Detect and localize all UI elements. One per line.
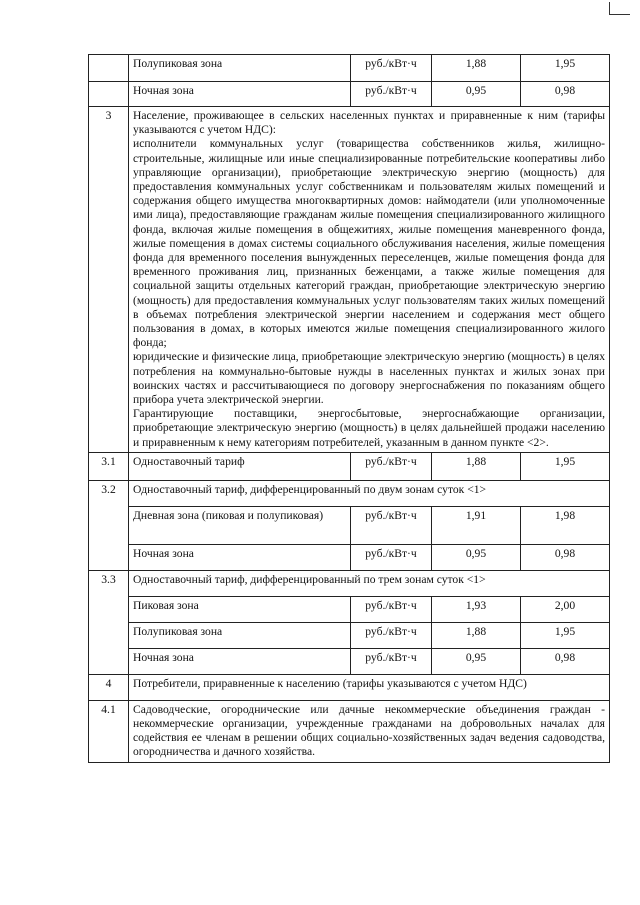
section-number: 4.1 xyxy=(89,700,129,762)
page-corner-mark xyxy=(609,2,630,15)
tariff-value-2: 1,98 xyxy=(521,506,610,544)
description-paragraph: юридические и физические лица, приобретающие электрическую энергию (мощность) в целях потребления на коммунально-бытовые нужды в населенных пунктах и жилых зонах при воинских частях и рассчитывающиеся по договору энергоснабжения по показаниям общего прибора учета электрической энергии. xyxy=(133,350,605,407)
unit-cell: руб./кВт·ч xyxy=(351,544,432,570)
row-number-cell xyxy=(89,55,129,82)
section-number: 3 xyxy=(89,107,129,453)
tariff-value-1: 1,88 xyxy=(432,452,521,480)
table-row xyxy=(89,452,610,480)
section-title: Одноставочный тариф, дифференцированный по трем зонам суток <1> xyxy=(129,570,610,596)
table-row xyxy=(89,544,610,570)
tariff-value-2: 0,98 xyxy=(521,544,610,570)
table-row xyxy=(89,622,610,648)
tariff-value-2: 1,95 xyxy=(521,622,610,648)
unit-cell: руб./кВт·ч xyxy=(351,506,432,544)
unit-cell: руб./кВт·ч xyxy=(351,648,432,674)
unit-cell: руб./кВт·ч xyxy=(351,452,432,480)
table-row xyxy=(89,700,610,762)
unit-cell: руб./кВт·ч xyxy=(351,622,432,648)
tariff-label: Одноставочный тариф xyxy=(129,452,351,480)
zone-label: Дневная зона (пиковая и полупиковая) xyxy=(129,506,351,544)
row-number-cell xyxy=(89,82,129,107)
table-row xyxy=(89,674,610,700)
unit-cell: руб./кВт·ч xyxy=(351,596,432,622)
zone-label: Полупиковая зона xyxy=(129,55,351,82)
tariff-value-1: 1,91 xyxy=(432,506,521,544)
tariff-value-1: 1,88 xyxy=(432,622,521,648)
table-row xyxy=(89,596,610,622)
section-title: Одноставочный тариф, дифференцированный по двум зонам суток <1> xyxy=(129,480,610,506)
section-number: 3.2 xyxy=(89,480,129,570)
tariff-value-1: 1,88 xyxy=(432,55,521,82)
section-number: 4 xyxy=(89,674,129,700)
tariff-value-1: 1,93 xyxy=(432,596,521,622)
tariff-value-1: 0,95 xyxy=(432,544,521,570)
description-paragraph: Гарантирующие поставщики, энергосбытовые, энергоснабжающие организации, приобретающие электрическую энергию (мощность) в целях дальнейшей продажи населению и приравненным к нему категориям потребителей, указанным в данном пункте <2>. xyxy=(133,407,605,449)
zone-label: Полупиковая зона xyxy=(129,622,351,648)
description-paragraph: Население, проживающее в сельских населенных пунктах и приравненные к ним (тарифы указываются с учетом НДС): xyxy=(133,109,605,137)
unit-cell: руб./кВт·ч xyxy=(351,55,432,82)
tariff-value-1: 0,95 xyxy=(432,648,521,674)
tariff-value-2: 2,00 xyxy=(521,596,610,622)
table-row xyxy=(89,648,610,674)
section-description xyxy=(129,107,610,453)
tariff-value-1: 0,95 xyxy=(432,82,521,107)
zone-label: Пиковая зона xyxy=(129,596,351,622)
table-row xyxy=(89,82,610,107)
zone-label: Ночная зона xyxy=(129,544,351,570)
section-number: 3.1 xyxy=(89,452,129,480)
section-description: Садоводческие, огороднические или дачные некоммерческие объединения граждан - некоммерческие организации, учрежденные гражданами на добровольных началах для содействия ее членам в решении общих социально-хозяйственных задач ведения садоводства, огородничества и дачного хозяйства. xyxy=(129,700,610,762)
table-row xyxy=(89,480,610,506)
table-row xyxy=(89,570,610,596)
tariff-value-2: 1,95 xyxy=(521,452,610,480)
tariff-value-2: 0,98 xyxy=(521,648,610,674)
table-row xyxy=(89,107,610,453)
section-title: Потребители, приравненные к населению (тарифы указываются с учетом НДС) xyxy=(129,674,610,700)
tariff-value-2: 1,95 xyxy=(521,55,610,82)
zone-label: Ночная зона xyxy=(129,82,351,107)
zone-label: Ночная зона xyxy=(129,648,351,674)
table-row xyxy=(89,55,610,82)
table-row xyxy=(89,506,610,544)
tariff-table xyxy=(88,54,610,763)
description-paragraph: исполнители коммунальных услуг (товарищества собственников жилья, жилищно-строительные, жилищные или иные специализированные потребительские кооперативы либо управляющие организации), приобретающие электрическую энергию (мощность) для предоставления коммунальных услуг собственникам и пользователям жилых помещений и содержания общего имущества многоквартирных домов: наймодатели (или уполномоченные ими лица), предоставляющие гражданам жилые помещения специализированного жилищного фонда, включая жилые помещения в общежитиях, жилые помещения маневренного фонда, жилые помещения в домах системы социального обслуживания населения, жилые помещения фонда для временного поселения вынужденных переселенцев, жилые помещения фонда для временного проживания лиц, признанных беженцами, а также жилые помещения для социальной защиты отдельных категорий граждан, приобретающие электрическую энергию (мощность) для предоставления коммунальных услуг пользователям таких жилых помещений в объемах потребления электрической энергии населением и содержания мест общего пользования в домах, в которых имеются жилые помещения специализированного жилого фонда; xyxy=(133,137,605,350)
section-number: 3.3 xyxy=(89,570,129,674)
unit-cell: руб./кВт·ч xyxy=(351,82,432,107)
tariff-value-2: 0,98 xyxy=(521,82,610,107)
